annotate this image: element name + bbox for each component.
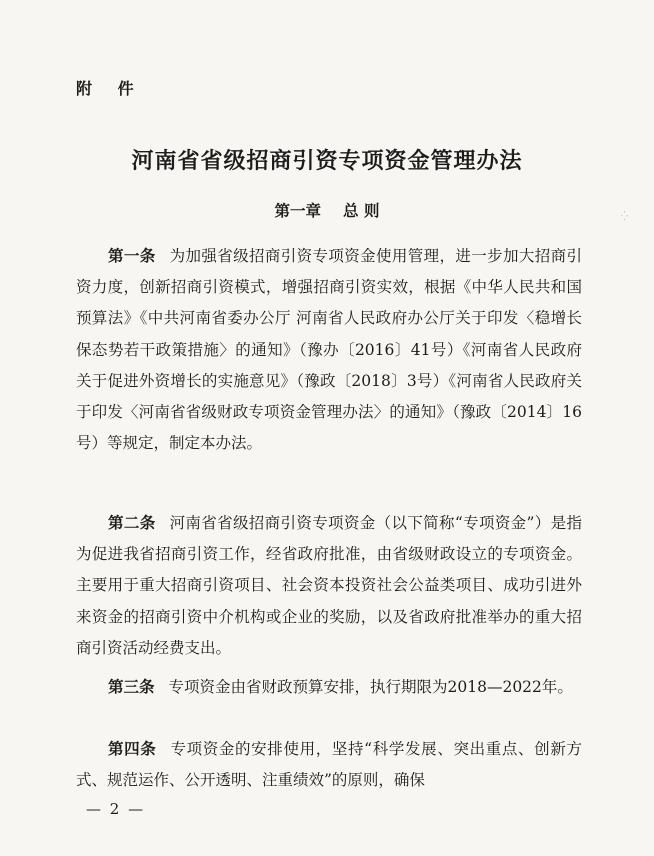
article-number: 第四条 (108, 740, 157, 758)
article-number: 第一条 (108, 247, 156, 265)
document-title: 河南省省级招商引资专项资金管理办法 (131, 149, 523, 174)
article-number: 第二条 (108, 514, 156, 532)
article-number: 第三条 (108, 678, 155, 696)
article-text: 专项资金由省财政预算安排，执行期限为2018—2022年。 (168, 678, 573, 696)
chapter-name: 总 则 (343, 202, 380, 220)
article-2 (76, 508, 582, 664)
article-text: 为加强省级招商引资专项资金使用管理，进一步加大招商引资力度，创新招商引资模式，增强招商引资实效，根据《中华人民共和国预算法》《中共河南省委办公厅 河南省人民政府办公厅关于印发〈稳增长保态势若干政策措施〉的通知》（豫办〔2016〕41号）《河南省人民政府关于促进外资增长的实施意见》（豫政〔2018〕3号）《河南省人民政府关于印发〈河南省省级财政专项资金管理办法〉的通知》（豫政〔2014〕16号）等规定，制定本办法。 (76, 247, 582, 453)
article-1 (76, 241, 582, 459)
article-4 (76, 734, 582, 796)
article-text: 河南省省级招商引资专项资金（以下简称“专项资金”）是指为促进我省招商引资工作，经省政府批准，由省级财政设立的专项资金。主要用于重大招商引资项目、社会资本投资社会公益类项目、成功引进外来资金的招商引资中介机构或企业的奖励，以及省政府批准举办的重大招商引资活动经费支出。 (76, 514, 582, 657)
page-number: — 2 — (86, 800, 146, 818)
scan-speck: ⁛ (620, 212, 628, 222)
article-3 (76, 672, 582, 703)
article-text: 专项资金的安排使用，坚持“科学发展、突出重点、创新方式、规范运作、公开透明、注重绩效”的原则，确保 (76, 740, 582, 790)
chapter-heading (0, 199, 654, 221)
chapter-number: 第一章 (274, 202, 322, 220)
attachment-label: 附 件 (76, 79, 144, 98)
